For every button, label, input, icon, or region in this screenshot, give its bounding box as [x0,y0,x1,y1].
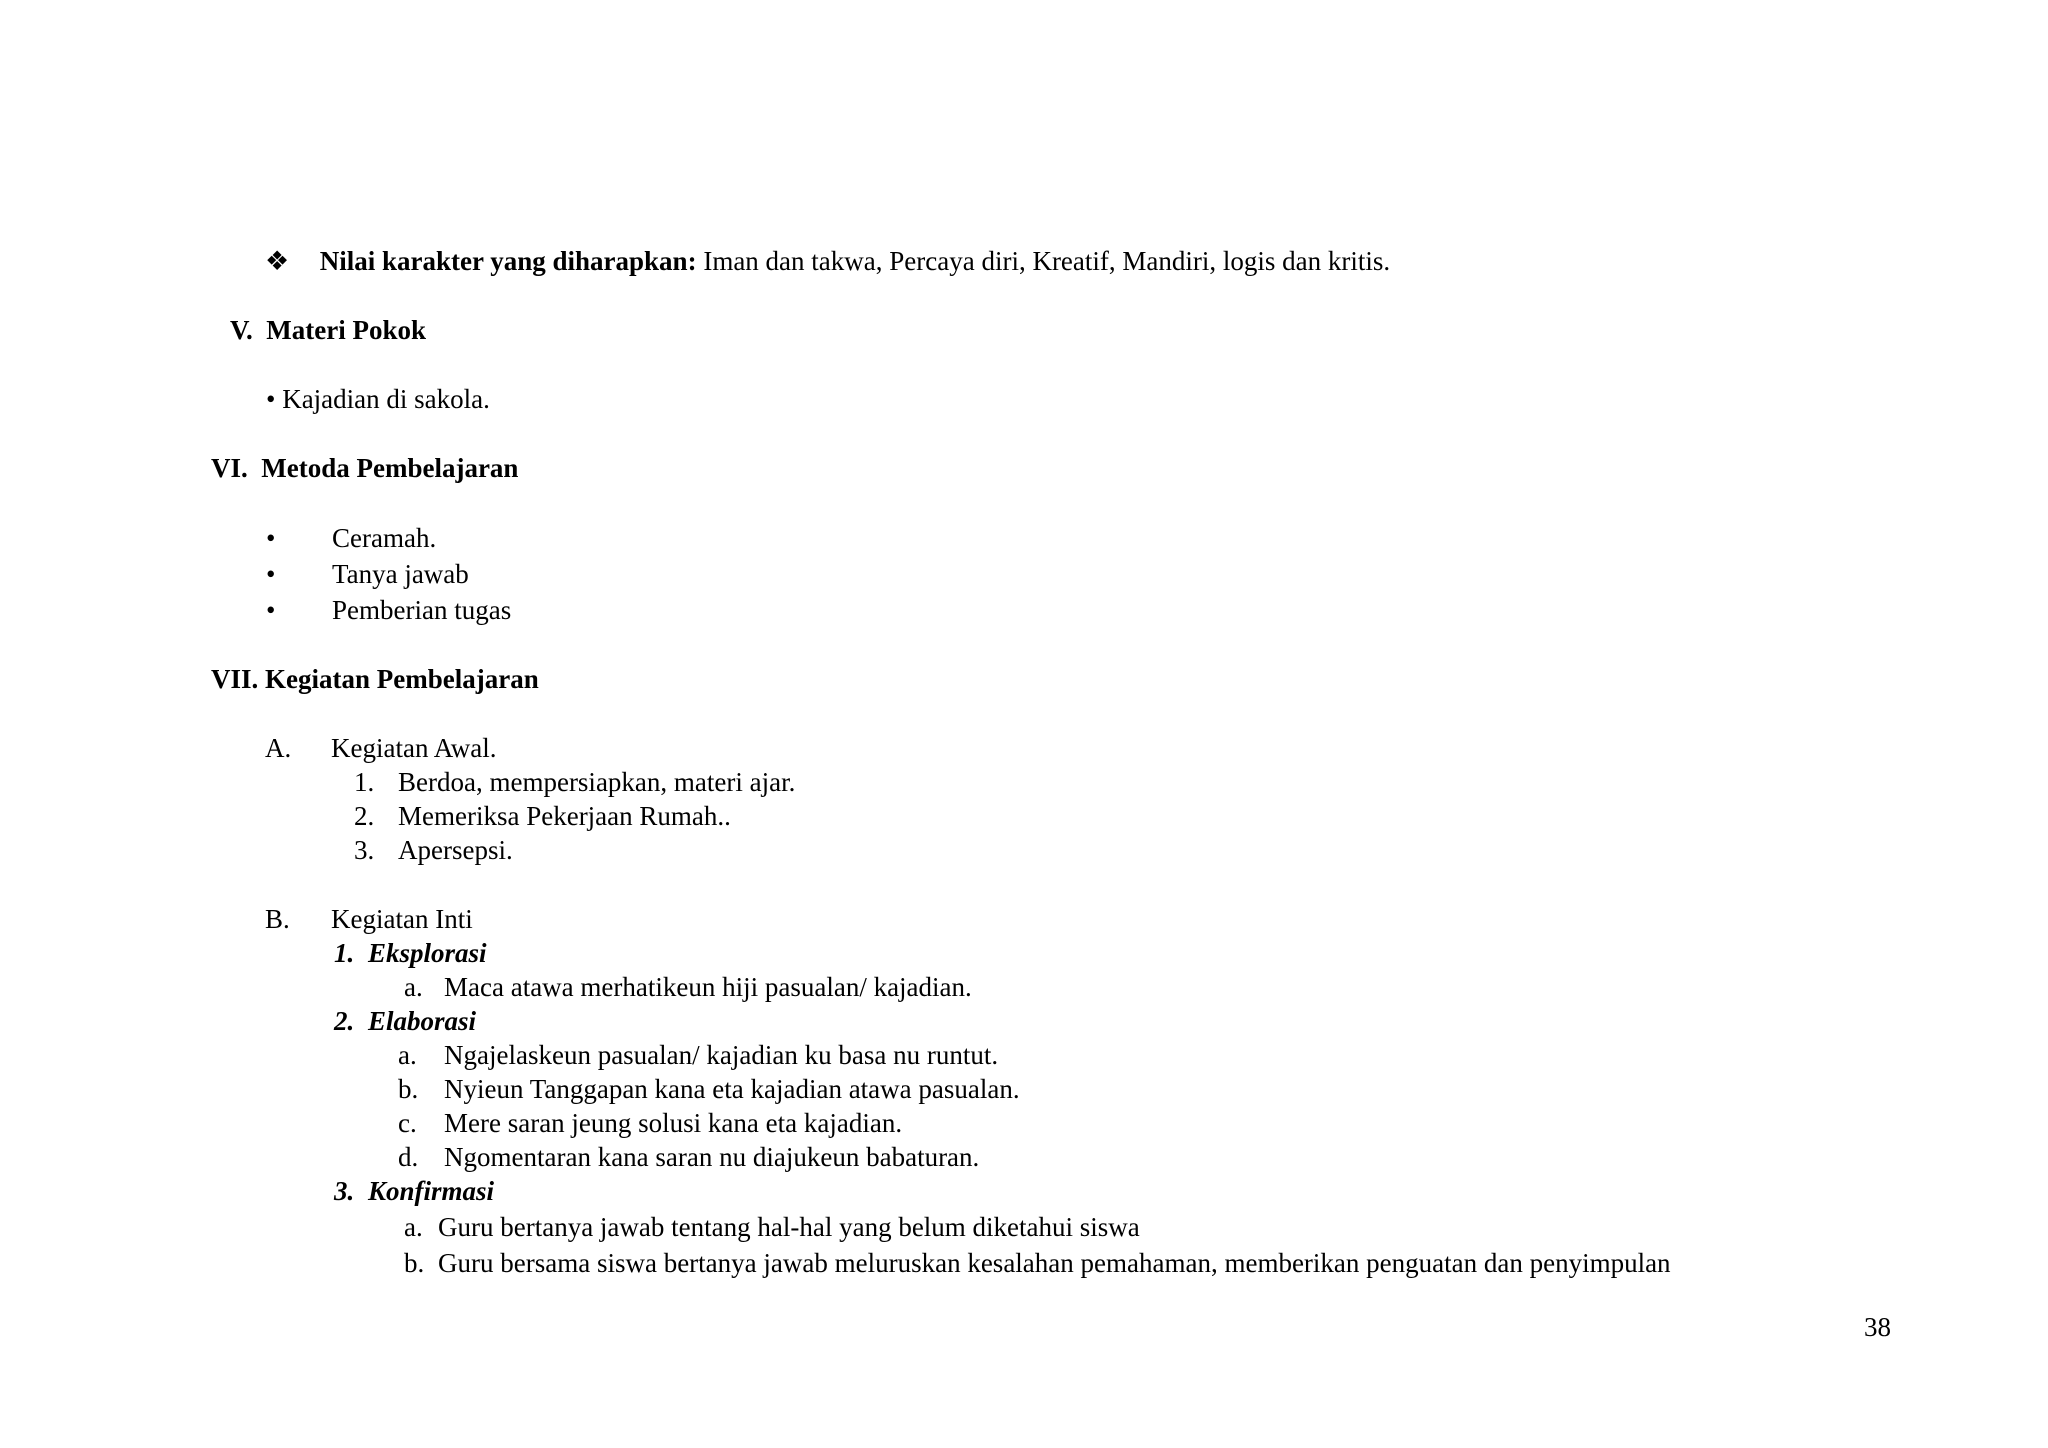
kegiatan-awal-title: Kegiatan Awal. [331,733,497,763]
list-item [266,561,469,588]
kegiatan-inti-title: Kegiatan Inti [331,904,473,934]
list-item-text: Pemberian tugas [332,595,512,625]
list-item-text: Ngajelaskeun pasualan/ kajadian ku basa nu runtut. [444,1040,999,1070]
elaborasi-heading [334,1008,476,1035]
nilai-karakter-text: Iman dan takwa, Percaya diri, Kreatif, Mandiri, logis dan kritis. [696,246,1391,276]
list-item-text: Memeriksa Pekerjaan Rumah.. [398,801,731,831]
list-item [266,525,436,552]
list-item-marker: 1. [354,767,375,797]
section-vi-heading [211,455,518,482]
eksplorasi-marker: 1. [334,938,355,968]
list-item-marker: 2. [354,801,375,831]
list-item [404,1250,1671,1277]
list-item [354,803,731,830]
list-item [266,597,511,624]
list-item-marker: a. [398,1040,417,1070]
section-vii-number: VII. [211,664,259,694]
section-v-heading [230,317,426,344]
list-item-marker: d. [398,1142,419,1172]
list-item-text: Guru bertanya jawab tentang hal-hal yang belum diketahui siswa [438,1212,1140,1242]
nilai-karakter-label: Nilai karakter yang diharapkan: [319,246,697,276]
elaborasi-marker: 2. [334,1006,355,1036]
kegiatan-awal-marker: A. [265,733,292,763]
bullet-icon: • [266,559,276,589]
list-item [354,837,513,864]
kegiatan-awal-heading [265,735,496,762]
section-v-title: Materi Pokok [266,315,427,345]
list-item [354,769,795,796]
kegiatan-inti-heading [265,906,473,933]
list-item-text: Berdoa, mempersiapkan, materi ajar. [398,767,796,797]
kegiatan-inti-marker: B. [265,904,290,934]
nilai-karakter-line [265,248,1390,275]
section-vii-title: Kegiatan Pembelajaran [265,664,539,694]
diamond-bullet-icon: ❖ [265,246,290,276]
list-item [398,1042,998,1069]
list-item [398,1110,902,1137]
bullet-icon: • [266,523,276,553]
list-item-marker: b. [398,1074,419,1104]
list-item-text: Ngomentaran kana saran nu diajukeun babaturan. [444,1142,980,1172]
list-item [398,1144,979,1171]
list-item [398,1076,1020,1103]
list-item-text: Ceramah. [332,523,437,553]
bullet-icon: • [266,595,276,625]
section-vi-title: Metoda Pembelajaran [261,453,519,483]
eksplorasi-title: Eksplorasi [368,938,487,968]
list-item-text: Maca atawa merhatikeun hiji pasualan/ kajadian. [444,972,972,1002]
list-item-text: Kajadian di sakola. [282,384,490,414]
list-item-marker: b. [404,1248,425,1278]
eksplorasi-heading [334,940,487,967]
list-item [404,1214,1140,1241]
list-item-text: Guru bersama siswa bertanya jawab meluruskan kesalahan pemahaman, memberikan penguatan dan penyimpulan [438,1248,1671,1278]
list-item [266,386,490,413]
section-v-number: V. [230,315,253,345]
section-vii-heading [211,666,539,693]
list-item-text: Tanya jawab [332,559,469,589]
bullet-icon: • [266,384,276,414]
page-number: 38 [1864,1312,1891,1342]
list-item-text: Apersepsi. [398,835,513,865]
list-item-marker: c. [398,1108,417,1138]
list-item-text: Mere saran jeung solusi kana eta kajadian. [444,1108,903,1138]
konfirmasi-heading [334,1178,494,1205]
section-vi-number: VI. [211,453,248,483]
konfirmasi-marker: 3. [334,1176,355,1206]
elaborasi-title: Elaborasi [368,1006,477,1036]
konfirmasi-title: Konfirmasi [368,1176,495,1206]
list-item-marker: a. [404,1212,423,1242]
list-item-marker: a. [404,972,423,1002]
list-item [404,974,972,1001]
list-item-marker: 3. [354,835,375,865]
list-item-text: Nyieun Tanggapan kana eta kajadian atawa pasualan. [444,1074,1020,1104]
